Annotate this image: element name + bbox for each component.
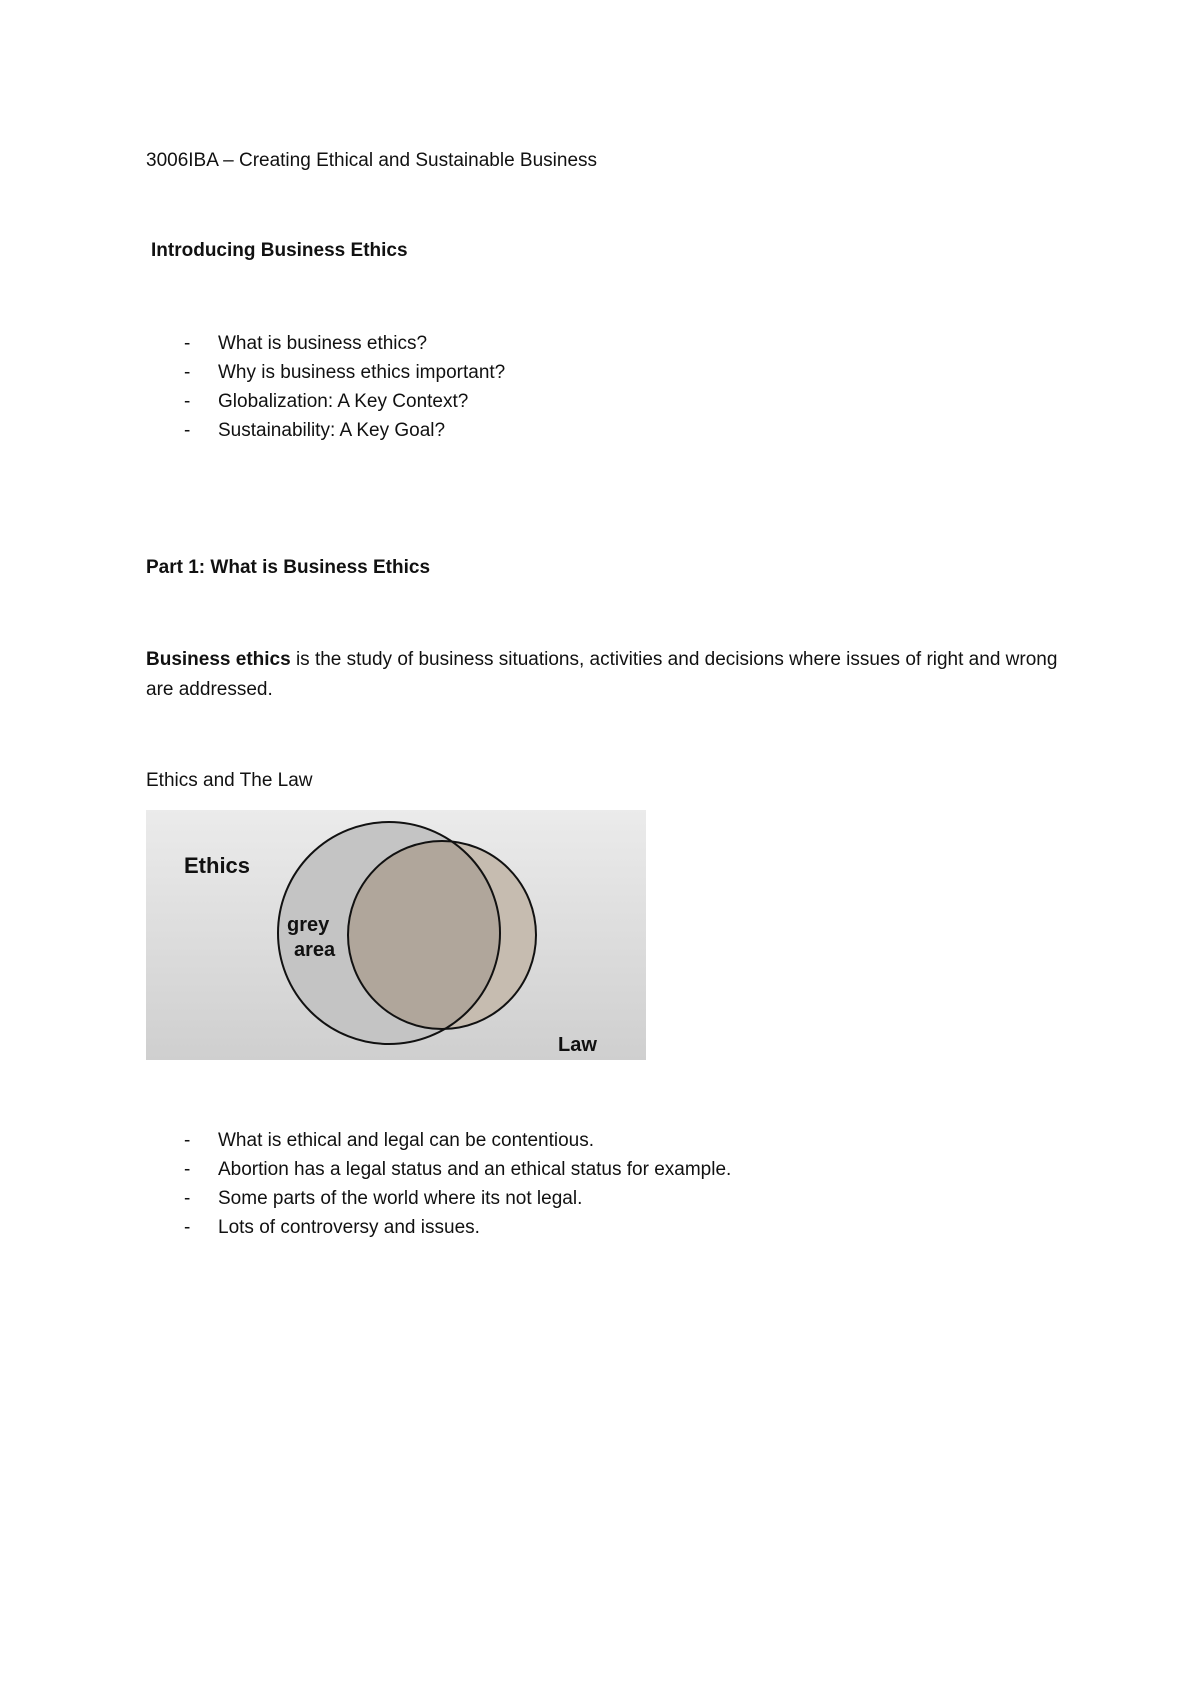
list-item	[146, 1184, 731, 1213]
grey-area-label-line2: area	[294, 939, 336, 961]
ethics-law-venn-diagram	[146, 810, 646, 1060]
law-points-list	[146, 1126, 731, 1242]
list-item	[146, 1126, 731, 1155]
list-item	[146, 387, 505, 416]
intro-question-list	[146, 329, 505, 445]
part1-heading: Part 1: What is Business Ethics	[146, 557, 431, 578]
dash-marker: -	[184, 420, 191, 441]
dash-marker: -	[184, 1130, 191, 1151]
ethics-label: Ethics	[184, 853, 251, 878]
list-item-text: Some parts of the world where its not legal.	[218, 1188, 583, 1209]
list-item	[146, 416, 505, 445]
dash-marker: -	[184, 1159, 191, 1180]
intro-heading: Introducing Business Ethics	[151, 240, 408, 261]
list-item	[146, 1213, 731, 1242]
list-item	[146, 358, 505, 387]
list-item-text: Why is business ethics important?	[218, 362, 506, 383]
list-item-text: What is business ethics?	[218, 333, 428, 354]
grey-area-label-line1: grey	[287, 914, 330, 936]
definition-text: is the study of business situations, activities and decisions where issues of right and wrong are addressed.	[146, 649, 1058, 700]
list-item	[146, 329, 505, 358]
list-item-text: Lots of controversy and issues.	[218, 1217, 480, 1238]
list-item-text: Abortion has a legal status and an ethical status for example.	[218, 1159, 732, 1180]
diagram-caption: Ethics and The Law	[146, 770, 313, 791]
course-title: 3006IBA – Creating Ethical and Sustainable Business	[146, 150, 598, 171]
dash-marker: -	[184, 391, 191, 412]
list-item-text: Globalization: A Key Context?	[218, 391, 469, 412]
dash-marker: -	[184, 1188, 191, 1209]
definition-paragraph	[146, 645, 1066, 705]
list-item-text: What is ethical and legal can be contentious.	[218, 1130, 595, 1151]
definition-term: Business ethics	[146, 649, 291, 670]
law-label: Law	[558, 1034, 597, 1056]
dash-marker: -	[184, 333, 191, 354]
list-item	[146, 1155, 731, 1184]
dash-marker: -	[184, 362, 191, 383]
dash-marker: -	[184, 1217, 191, 1238]
list-item-text: Sustainability: A Key Goal?	[218, 420, 446, 441]
